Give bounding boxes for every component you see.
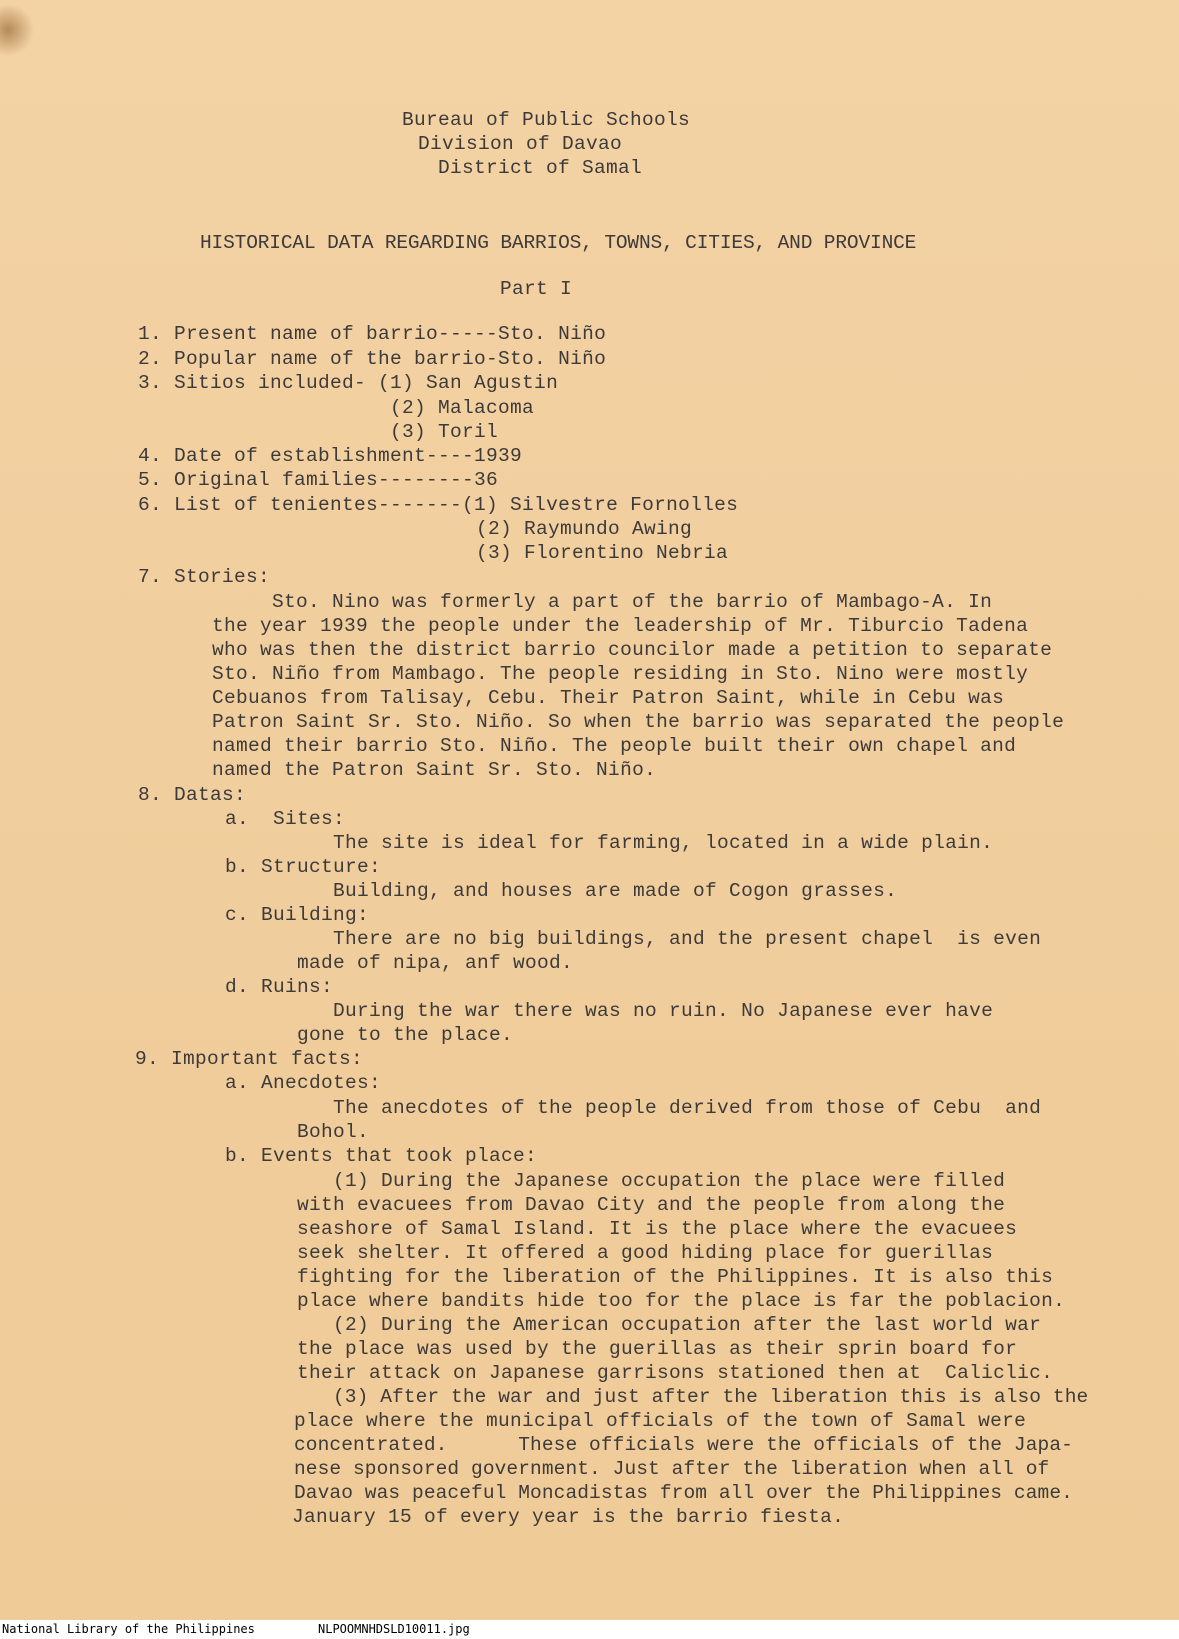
datas-building-text: made of nipa, anf wood. [297,952,574,974]
facts-anecdotes-text: The anecdotes of the people derived from those of Cebu and [333,1097,1042,1119]
datas-ruins-text: During the war there was no ruin. No Japanese ever have [333,1000,994,1022]
events-paragraph-3: place where the municipal officials of the town of Samal were [294,1410,1027,1432]
datas-ruins-text: gone to the place. [297,1024,514,1046]
footer-filename: NLPOOMNHDSLD10011.jpg [318,1622,470,1636]
datas-building-heading: c. Building: [225,904,370,926]
facts-anecdotes-heading: a. Anecdotes: [225,1072,382,1094]
stories-line: Patron Saint Sr. Sto. Niño. So when the barrio was separated the people [212,711,1065,733]
part-label: Part I [500,278,573,300]
stories-line: Sto. Niño from Mambago. The people residing in Sto. Nino were mostly [212,663,1029,685]
events-paragraph-1: seek shelter. It offered a good hiding place for guerillas [297,1242,994,1264]
item-important-facts: 9. Important facts: [135,1048,364,1070]
item-present-name: 1. Present name of barrio-----Sto. Niño [138,323,607,345]
stories-line: who was then the district barrio councilor made a petition to separate [212,639,1053,661]
stories-line: the year 1939 the people under the leadership of Mr. Tiburcio Tadena [212,615,1029,637]
paper-stain [0,0,40,70]
events-paragraph-3: concentrated. These officials were the officials of the Japa- [294,1434,1073,1456]
item-sitio-2: (2) Malacoma [390,397,535,419]
item-stories: 7. Stories: [138,566,271,588]
events-paragraph-1: fighting for the liberation of the Philippines. It is also this [297,1266,1054,1288]
facts-anecdotes-text: Bohol. [297,1121,370,1143]
item-sitio-3: (3) Toril [390,421,499,443]
datas-building-text: There are no big buildings, and the present chapel is even [333,928,1042,950]
datas-structure-text: Building, and houses are made of Cogon grasses. [333,880,898,902]
stories-line: named the Patron Saint Sr. Sto. Niño. [212,759,657,781]
item-original-families: 5. Original families--------36 [138,469,499,491]
events-paragraph-3: nese sponsored government. Just after the liberation when all of [294,1458,1050,1480]
events-paragraph-3: (3) After the war and just after the liberation this is also the [333,1386,1089,1408]
events-paragraph-1: with evacuees from Davao City and the people from along the [297,1194,1006,1216]
stories-line: Sto. Nino was formerly a part of the barrio of Mambago-A. In [272,591,993,613]
datas-sites-text: The site is ideal for farming, located in a wide plain. [333,832,994,854]
stories-line: named their barrio Sto. Niño. The people built their own chapel and [212,735,1017,757]
item-datas: 8. Datas: [138,784,247,806]
item-teniente-3: (3) Florentino Nebria [476,542,729,564]
item-teniente-2: (2) Raymundo Awing [476,518,693,540]
events-paragraph-2: (2) During the American occupation after the last world war [333,1314,1042,1336]
header-bureau: Bureau of Public Schools [402,109,691,131]
events-paragraph-2: their attack on Japanese garrisons stationed then at Caliclic. [297,1362,1054,1384]
document-title: HISTORICAL DATA REGARDING BARRIOS, TOWNS, CITIES, AND PROVINCE [200,232,917,254]
datas-sites-heading: a. Sites: [225,808,346,830]
events-paragraph-3: January 15 of every year is the barrio fiesta. [292,1506,845,1528]
events-paragraph-2: the place was used by the guerillas as their sprin board for [297,1338,1018,1360]
item-sitios: 3. Sitios included- (1) San Agustin [138,372,559,394]
datas-structure-heading: b. Structure: [225,856,382,878]
events-paragraph-1: seashore of Samal Island. It is the place where the evacuees [297,1218,1018,1240]
facts-events-heading: b. Events that took place: [225,1145,538,1167]
events-paragraph-3: Davao was peaceful Moncadistas from all over the Philippines came. [294,1482,1073,1504]
events-paragraph-1: place where bandits hide too for the place is far the poblacion. [297,1290,1066,1312]
scan-footer [0,1620,1179,1639]
events-paragraph-1: (1) During the Japanese occupation the place were filled [333,1170,1006,1192]
footer-library: National Library of the Philippines [2,1622,255,1636]
datas-ruins-heading: d. Ruins: [225,976,334,998]
item-date-established: 4. Date of establishment----1939 [138,445,523,467]
item-tenientes: 6. List of tenientes-------(1) Silvestre Fornolles [138,494,739,516]
stories-line: Cebuanos from Talisay, Cebu. Their Patron Saint, while in Cebu was [212,687,1005,709]
header-district: District of Samal [438,157,643,179]
item-popular-name: 2. Popular name of the barrio-Sto. Niño [138,348,607,370]
header-division: Division of Davao [418,133,623,155]
